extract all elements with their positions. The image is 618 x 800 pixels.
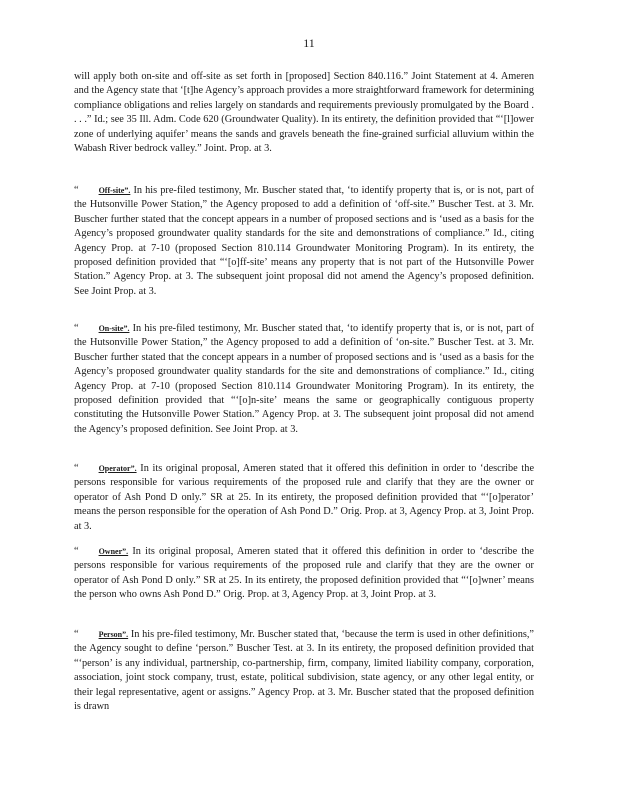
paragraph-owner-definition: [74, 545, 534, 603]
paragraph-off-site-definition: [74, 184, 534, 299]
paragraph-text: will apply both on-site and off-site as set forth in [proposed] Section 840.116.” Joint Statement at 4. Ameren and the Agency state that ‘[t]he Agency’s approach provides a more straightforward framework for determining compliance obligations and relies largely on standards and requirements previously promulgated by the Board . . . .” Id.; see 35 Ill. Adm. Code 620 (Groundwater Quality). In its entirety, the definition provided that “‘[l]ower zone of underlying aquifer’ means the sands and gravels beneath the fine-grained surficial alluvium within the Wabash River bedrock valley.” Joint. Prop. at 3.: [74, 71, 534, 155]
opening-quote: “: [74, 463, 79, 474]
defined-term-off-site: Off-site”.: [98, 186, 131, 195]
paragraph-operator-definition: [74, 462, 534, 534]
defined-term-owner: Owner”.: [98, 547, 129, 556]
defined-term-on-site: On-site”.: [98, 324, 130, 333]
paragraph-person-definition: [74, 628, 534, 714]
paragraph-lower-zone-definition: [74, 70, 534, 156]
defined-term-operator: Operator”.: [98, 464, 137, 473]
paragraph-text: In his pre-filed testimony, Mr. Buscher stated that, ‘because the term is used in other definitions,” the Agency sought to define ‘person.” Buscher Test. at 3. In its entirety, the proposed definition provided that “‘person’ is any individual, partnership, co-partnership, firm, company, limited liability company, corporation, association, joint stock company, trust, estate, political subdivision, state agency, or any other legal entity, or their legal representative, agent or assigns.” Agency Prop. at 3. Mr. Buscher stated that the proposed definition is drawn: [74, 629, 534, 713]
opening-quote: “: [74, 185, 79, 196]
paragraph-text: In his pre-filed testimony, Mr. Buscher stated that, ‘to identify property that is, or is not, part of the Hutsonville Power Station,” the Agency proposed to add a definition of ‘off-site.” Buscher Test. at 3. Mr. Buscher further stated that the concept appears in a number of proposed sections and is ‘used as a basis for the Agency’s proposed groundwater quality standards for the site and demonstrations of compliance.” Id., citing Agency Prop. at 7-10 (proposed Section 810.114 Groundwater Monitoring Program). In its entirety, the proposed definition provided that “‘[o]ff-site’ means any property that is not part of the Hutsonville Power Station.” Agency Prop. at 3. The subsequent joint proposal did not amend the Agency’s proposed definition. See Joint Prop. at 3.: [74, 185, 535, 297]
paragraph-text: In its original proposal, Ameren stated that it offered this definition in order to ‘describe the persons responsible for various requirements of the proposed rule and clarify that they are the owner or operator of Ash Pond D only.” SR at 25. In its entirety, the proposed definition provided that “‘[o]wner’ means the person who owns Ash Pond D.” Orig. Prop. at 3, Agency Prop. at 3, Joint Prop. at 3.: [74, 546, 534, 601]
opening-quote: “: [74, 629, 79, 640]
opening-quote: “: [74, 546, 79, 557]
paragraph-text: In its original proposal, Ameren stated that it offered this definition in order to ‘describe the persons responsible for various requirements of the proposed rule and clarify that they are the owner or operator of Ash Pond D only.” SR at 25. In its entirety, the proposed definition provided that “‘[o]perator’ means the person responsible for the operation of Ash Pond D.” Orig. Prop. at 3, Agency Prop. at 3, Joint Prop. at 3.: [74, 463, 535, 532]
paragraph-text: In his pre-filed testimony, Mr. Buscher stated that, ‘to identify property that is, or is not, part of the Hutsonville Power Station,” the Agency proposed to add a definition of ‘on-site.” Buscher Test. at 3. Mr. Buscher further stated that the concept appears in a number of proposed sections and is ‘used as a basis for the Agency’s proposed groundwater quality standards for the site and demonstrations of compliance.” Id., citing Agency Prop. at 7-10 (proposed Section 810.114 Groundwater Monitoring Program). In its entirety, the proposed definition provided that “‘[o]n-site’ means the same or geographically contiguous property constituting the Hutsonville Power Station.” Agency Prop. at 3. The subsequent joint proposal did not amend the Agency’s proposed definition. See Joint Prop. at 3.: [74, 323, 534, 435]
page-number: 11: [303, 36, 315, 50]
defined-term-person: Person”.: [98, 630, 129, 639]
paragraph-on-site-definition: [74, 322, 534, 437]
opening-quote: “: [74, 323, 79, 334]
